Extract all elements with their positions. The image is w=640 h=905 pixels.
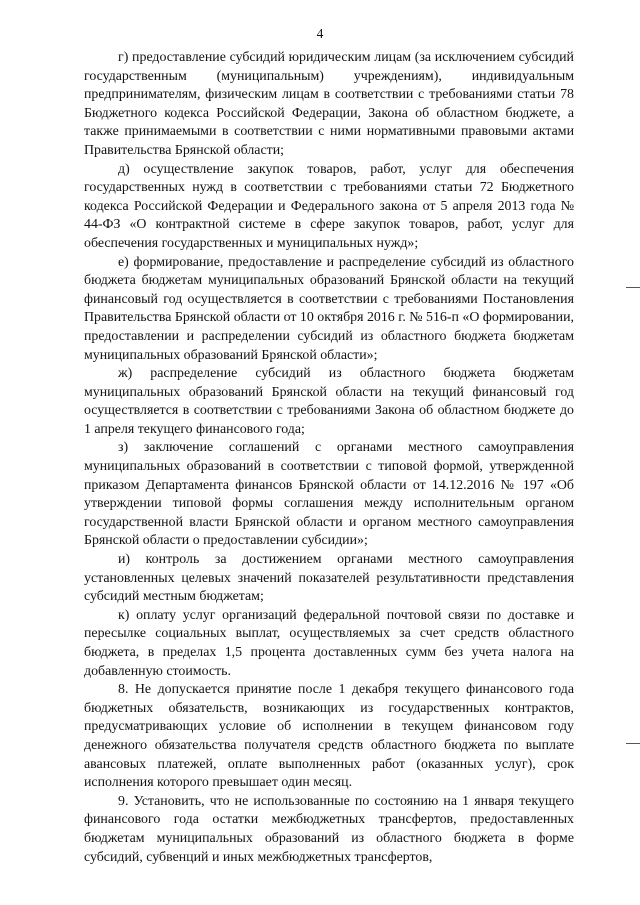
paragraph-8-obligations: 8. Не допускается принятие после 1 декабря текущего финансового года бюджетных обязательств, возникающих из государственных контрактов, предусматривающих условие об исполнении в текущем финансовом году денежного обязательства получателя средств областного бюджета по выплате авансовых платежей, оплате выполненных работ (оказанных услуг), срок исполнения которого превышает один месяц. bbox=[84, 682, 574, 791]
paragraph-z-agreements: з) заключение соглашений с органами местного самоуправления муниципальных образований в соответствии с типовой формой, утвержденной приказом Департамента финансов Брянской области от 14.12.2016 № 197 «Об утверждении типовой формы соглашения между исполнительным органом государственной власти Брянской области и органом местного самоуправления Брянской области о предоставлении субсидии»; bbox=[84, 440, 574, 549]
scan-edge-mark-top bbox=[626, 287, 640, 288]
paragraph-g-subsidies-legal-entities: г) предоставление субсидий юридическим лицам (за исключением субсидий государственным (муниципальным) учреждениям), индивидуальным предпринимателям, физическим лицам в соответствии с требованиями статьи 78 Бюджетного кодекса Российской Федерации, Закона об областном бюджете, а также принимаемыми в соответствии с ними нормативными правовыми актами Правительства Брянской области; bbox=[84, 50, 574, 158]
scan-edge-mark-bottom bbox=[626, 743, 640, 744]
paragraph-k-postal-payment: к) оплату услуг организаций федеральной почтовой связи по доставке и пересылке социальных выплат, осуществляемых за счет средств областного бюджета, в пределах 1,5 процента доставленных сумм без учета налога на добавленную стоимость. bbox=[84, 607, 574, 679]
paragraph-d-procurement: д) осуществление закупок товаров, работ, услуг для обеспечения государственных нужд в соответствии с требованиями статьи 72 Бюджетного кодекса Российской Федерации и Федерального закона от 5 апреля 2013 года № 44-ФЗ «О контрактной системе в сфере закупок товаров, работ, услуг для обеспечения государственных и муниципальных нужд»; bbox=[84, 161, 574, 251]
paragraph-i-control: и) контроль за достижением органами местного самоуправления установленных целевых значений показателей результативности представления субсидий местным бюджетам; bbox=[84, 552, 574, 605]
paragraph-e-subsidy-formation: е) формирование, предоставление и распределение субсидий из областного бюджета бюджетам муниципальных образований Брянской области на текущий финансовый год осуществляется в соответствии с требованиями Постановления Правительства Брянской области от 10 октября 2016 г. № 516-п «О формировании, предоставлении и распределении субсидий из областного бюджета бюджетам муниципальных образований Брянской области»; bbox=[84, 254, 574, 363]
paragraph-9-transfer-balances: 9. Установить, что не использованные по состоянию на 1 января текущего финансового года остатки межбюджетных трансфертов, предоставленных бюджетам муниципальных образований из областного бюджета в форме субсидий, субвенций и иных межбюджетных трансфертов, bbox=[84, 793, 574, 865]
document-body bbox=[84, 49, 574, 867]
paragraph-zh-subsidy-distribution: ж) распределение субсидий из областного бюджета бюджетам муниципальных образований Брянской области на текущий финансовый год осуществляется в соответствии с требованиями Закона об областном бюджете до 1 апреля текущего финансового года; bbox=[84, 366, 574, 437]
page-number: 4 bbox=[316, 26, 324, 41]
